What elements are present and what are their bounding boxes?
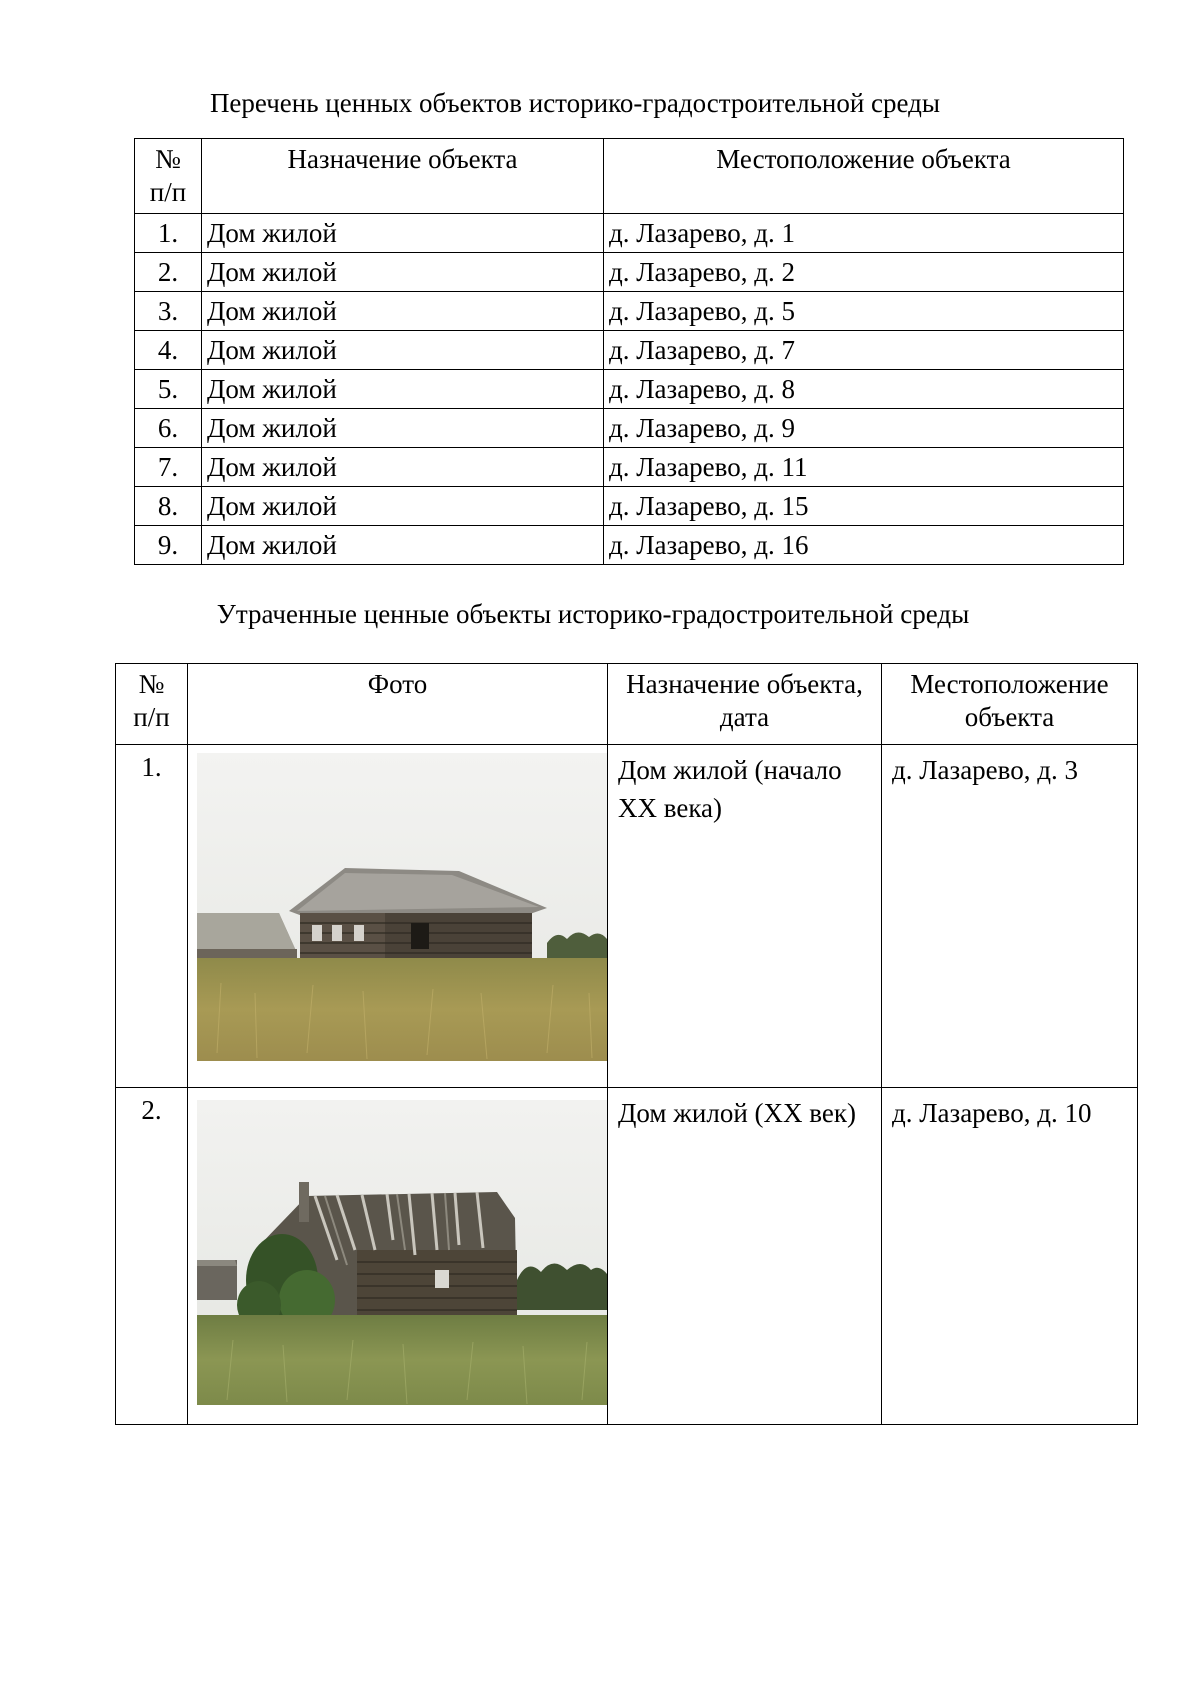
row-location: д. Лазарево, д. 1 xyxy=(604,214,1124,253)
wooden-house-photo xyxy=(197,753,607,1061)
row-num: 2. xyxy=(116,1088,188,1425)
row-purpose: Дом жилой xyxy=(202,526,604,565)
table-row xyxy=(135,448,1124,487)
header-num: № п/п xyxy=(135,139,202,214)
row-location: д. Лазарево, д. 9 xyxy=(604,409,1124,448)
table-header-row xyxy=(116,664,1138,745)
row-num: 1. xyxy=(116,745,188,1088)
row-purpose: Дом жилой xyxy=(202,409,604,448)
row-location: д. Лазарево, д. 2 xyxy=(604,253,1124,292)
header-num: № п/п xyxy=(116,664,188,745)
collapsed-house-photo xyxy=(197,1100,607,1405)
table-row xyxy=(135,409,1124,448)
row-location: д. Лазарево, д. 8 xyxy=(604,370,1124,409)
row-num: 8. xyxy=(135,487,202,526)
header-purpose-date: Назначение объекта, дата xyxy=(608,664,882,745)
row-location: д. Лазарево, д. 10 xyxy=(882,1088,1138,1425)
row-location: д. Лазарево, д. 3 xyxy=(882,745,1138,1088)
photo-cell xyxy=(188,745,608,1088)
row-num: 2. xyxy=(135,253,202,292)
row-purpose: Дом жилой xyxy=(202,448,604,487)
row-purpose: Дом жилой xyxy=(202,487,604,526)
row-num: 5. xyxy=(135,370,202,409)
row-purpose-date: Дом жилой (начало XX века) xyxy=(608,745,882,1088)
row-purpose-date: Дом жилой (XX век) xyxy=(608,1088,882,1425)
table-row xyxy=(135,292,1124,331)
row-purpose: Дом жилой xyxy=(202,253,604,292)
table-row xyxy=(135,214,1124,253)
row-num: 6. xyxy=(135,409,202,448)
row-num: 1. xyxy=(135,214,202,253)
row-num: 7. xyxy=(135,448,202,487)
row-num: 3. xyxy=(135,292,202,331)
photo-cell xyxy=(188,1088,608,1425)
row-purpose: Дом жилой xyxy=(202,370,604,409)
row-location: д. Лазарево, д. 15 xyxy=(604,487,1124,526)
table-header-row xyxy=(135,139,1124,214)
row-purpose: Дом жилой xyxy=(202,214,604,253)
row-location: д. Лазарево, д. 5 xyxy=(604,292,1124,331)
lost-objects-table xyxy=(115,663,1138,1425)
table-row xyxy=(135,487,1124,526)
table-row xyxy=(135,253,1124,292)
row-num: 9. xyxy=(135,526,202,565)
header-photo: Фото xyxy=(188,664,608,745)
table-row xyxy=(135,370,1124,409)
row-location: д. Лазарево, д. 16 xyxy=(604,526,1124,565)
table-row xyxy=(116,1088,1138,1425)
list-title: Перечень ценных объектов историко-градостроительной среды xyxy=(209,88,941,118)
row-location: д. Лазарево, д. 7 xyxy=(604,331,1124,370)
table-row xyxy=(135,331,1124,370)
lost-objects-title: Утраченные ценные объекты историко-градостроительной среды xyxy=(216,599,970,629)
row-purpose: Дом жилой xyxy=(202,331,604,370)
header-location: Местоположение объекта xyxy=(882,664,1138,745)
row-location: д. Лазарево, д. 11 xyxy=(604,448,1124,487)
header-purpose: Назначение объекта xyxy=(202,139,604,214)
valuable-objects-table xyxy=(134,138,1124,565)
table-row xyxy=(116,745,1138,1088)
row-purpose: Дом жилой xyxy=(202,292,604,331)
row-num: 4. xyxy=(135,331,202,370)
header-location: Местоположение объекта xyxy=(604,139,1124,214)
table-row xyxy=(135,526,1124,565)
